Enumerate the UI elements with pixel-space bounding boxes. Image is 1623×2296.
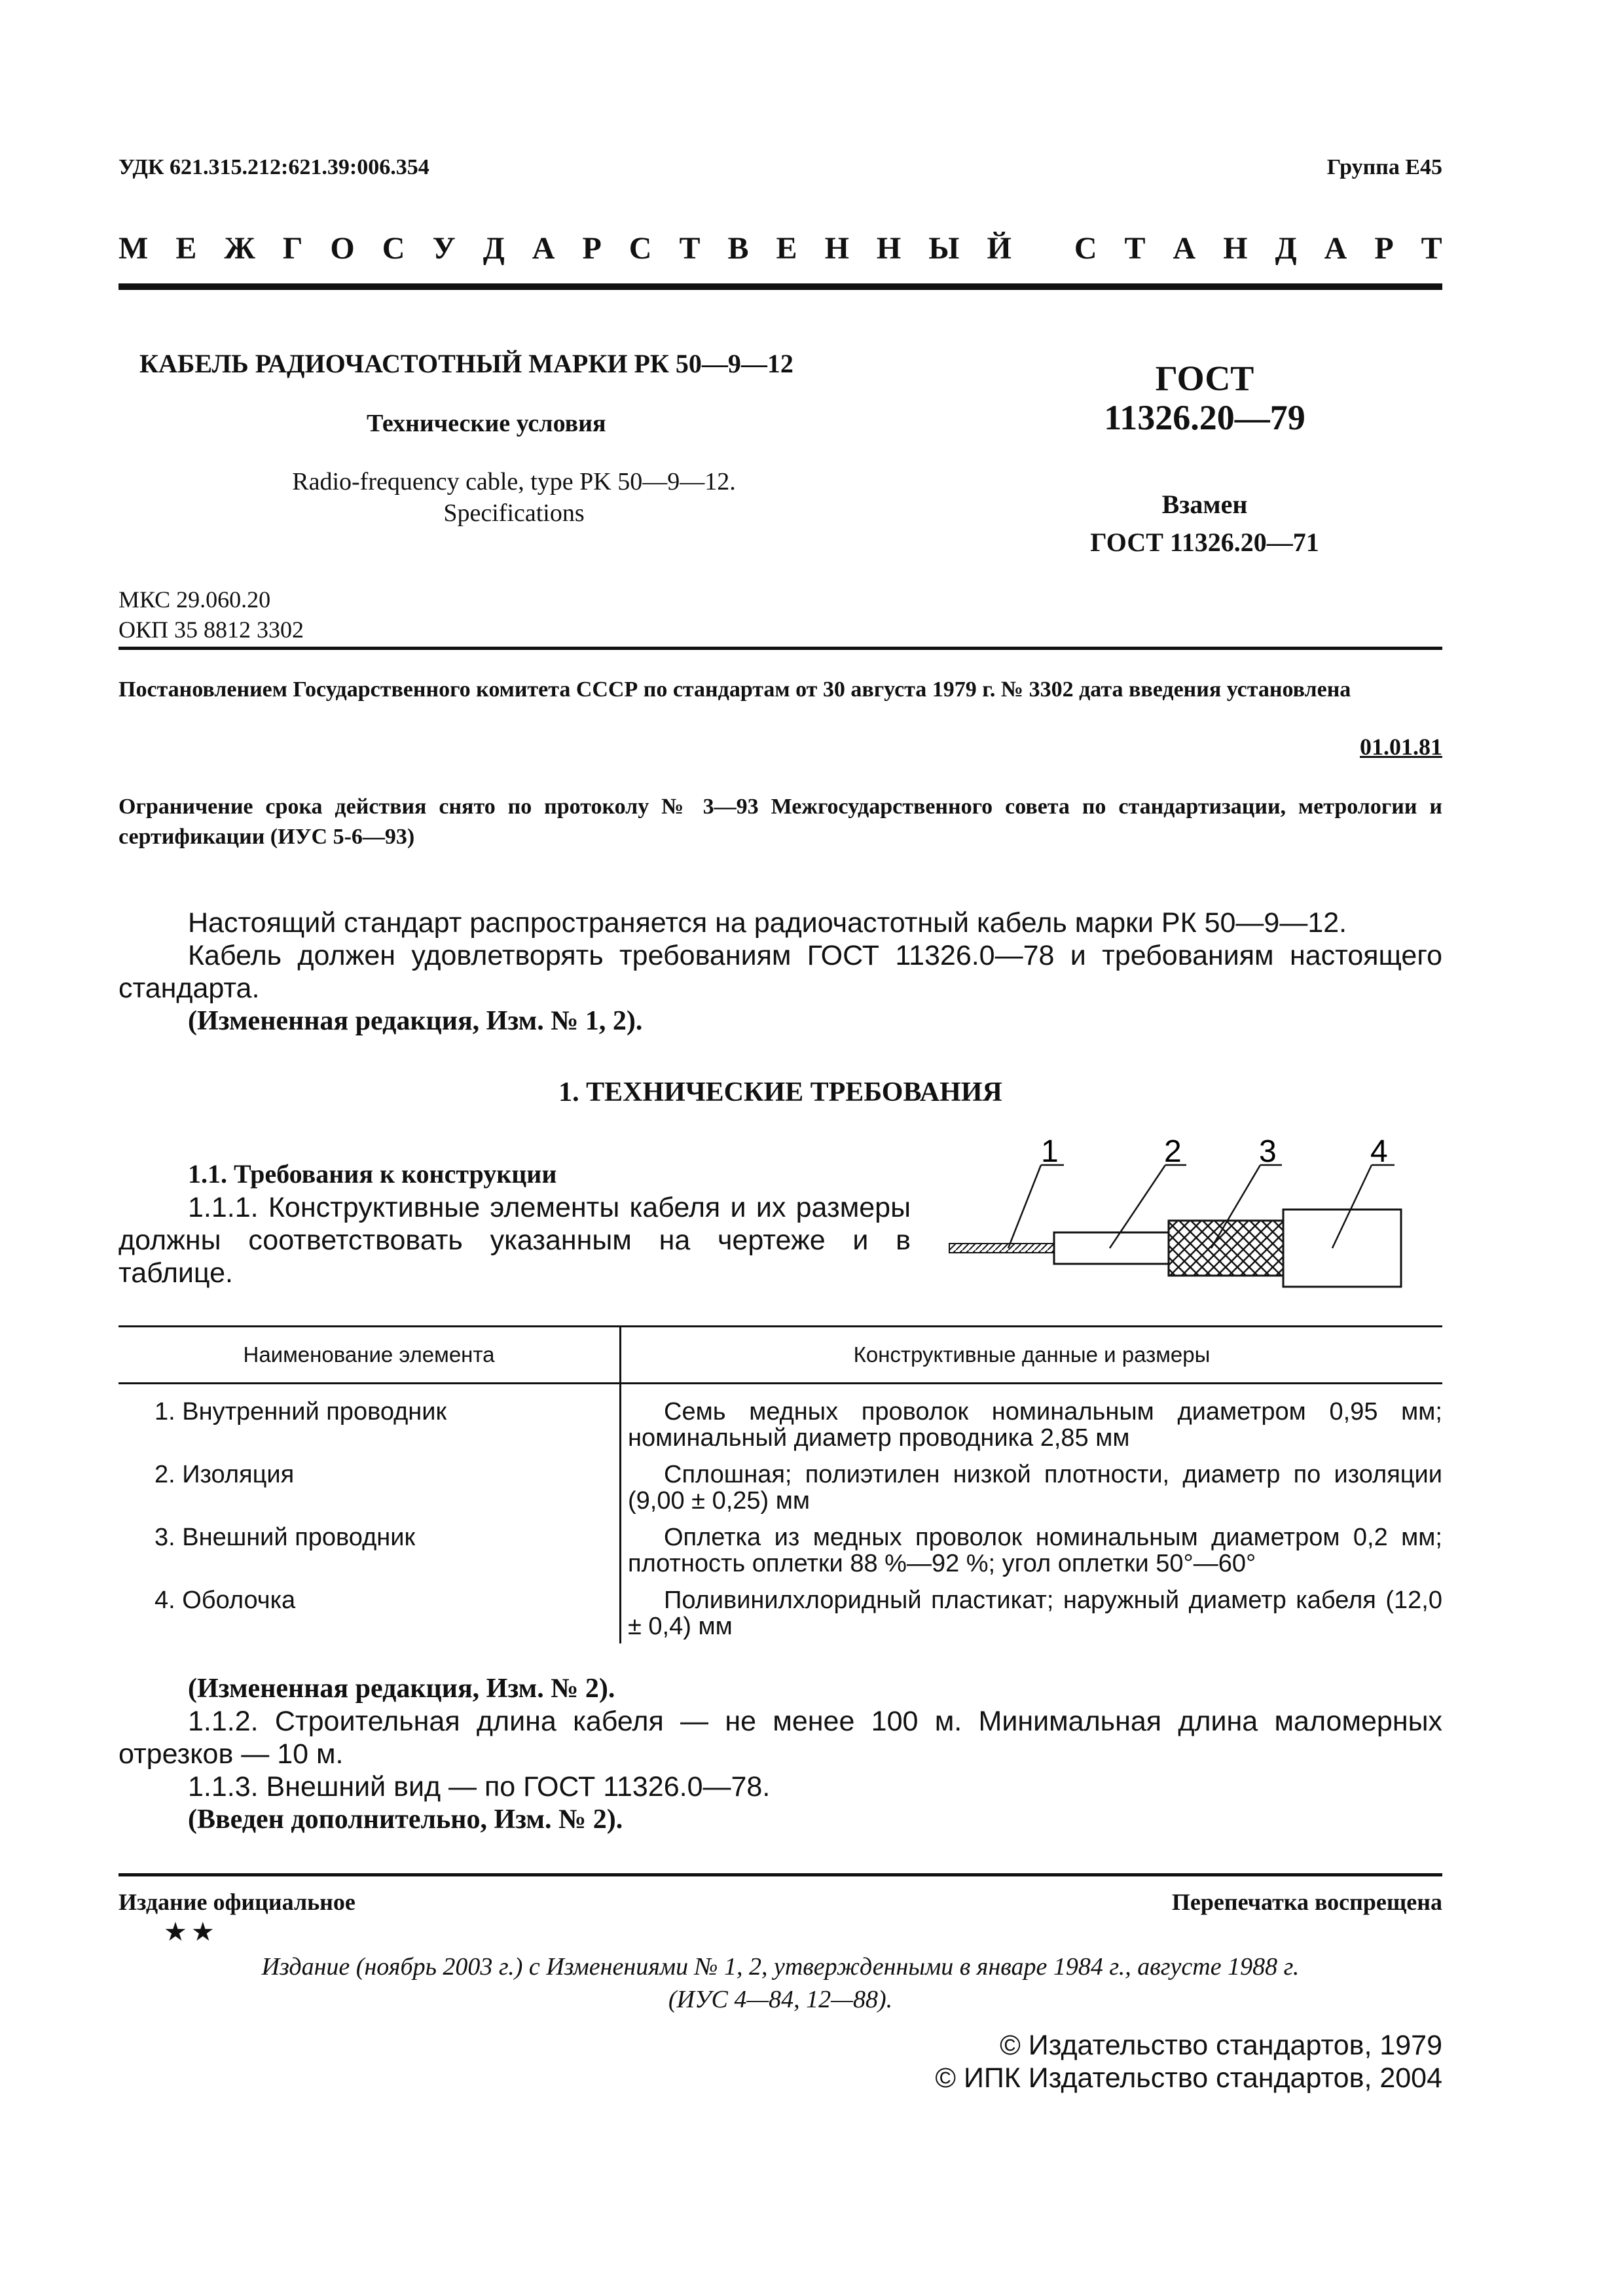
table-header-element: Наименование элемента bbox=[119, 1327, 621, 1384]
edition-note-line2: (ИУС 4—84, 12—88). bbox=[668, 1986, 893, 2013]
edition-note-line1: Издание (ноябрь 2003 г.) с Изменениями № 1, 2, утвержденными в январе 1984 г., августе 1988 г. bbox=[261, 1953, 1300, 1981]
footer-rule bbox=[119, 1873, 1442, 1876]
edition-note bbox=[119, 1950, 1442, 2016]
gost-number: 11326.20—79 bbox=[1104, 398, 1305, 437]
requirements-text: 1.1.1. Конструктивные элементы кабеля и их размеры должны соответствовать указанным на чертеже и в таблице. bbox=[119, 1192, 911, 1289]
heading-letter: Н bbox=[876, 231, 902, 266]
classification-codes bbox=[119, 584, 304, 645]
table-cell-name: 3. Внешний проводник bbox=[119, 1518, 621, 1581]
okp-code: ОКП 35 8812 3302 bbox=[119, 617, 304, 643]
heading-letter: Д bbox=[483, 231, 505, 266]
table-cell-data: Сплошная; полиэтилен низкой плотности, диаметр по изоляции (9,00 ± 0,25) мм bbox=[628, 1461, 1442, 1515]
introduction-date: 01.01.81 bbox=[1360, 734, 1442, 760]
paragraph-1-1-2: 1.1.2. Строительная длина кабеля — не менее 100 м. Минимальная длина маломерных отрезков — 10 м. bbox=[119, 1706, 1442, 1770]
table-cell-data: Семь медных проволок номинальным диаметром 0,95 мм; номинальный диаметр проводника 2,85 мм bbox=[628, 1398, 1442, 1452]
table-cell-name: 1. Внутренний проводник bbox=[119, 1384, 621, 1456]
heading-letter: А bbox=[1173, 231, 1196, 266]
heading-letter: А bbox=[1324, 231, 1347, 266]
insulation-shape bbox=[1054, 1232, 1169, 1264]
table-cell-name: 2. Изоляция bbox=[119, 1455, 621, 1518]
drawing-label-3: 3 bbox=[1259, 1134, 1277, 1169]
intro-paragraph-2: Кабель должен удовлетворять требованиям ГОСТ 11326.0—78 и требованиям настоящего стандарта. bbox=[119, 940, 1442, 1004]
table-cell-data: Оплетка из медных проволок номинальным диаметром 0,2 мм; плотность оплетки 88 %—92 %; угол оплетки 50°—60° bbox=[628, 1524, 1442, 1577]
cable-drawing bbox=[943, 1126, 1447, 1316]
reprint-prohibited-label: Перепечатка воспрещена bbox=[1171, 1889, 1442, 1915]
drawing-label-4: 4 bbox=[1370, 1134, 1388, 1169]
inner-conductor-shape bbox=[949, 1244, 1054, 1253]
heading-letter: А bbox=[532, 231, 555, 266]
requirements-heading: 1.1. Требования к конструкции bbox=[188, 1159, 557, 1189]
table-row bbox=[119, 1518, 1442, 1581]
heading-letter: Е bbox=[776, 231, 797, 266]
replaces-number: ГОСТ 11326.20—71 bbox=[1090, 528, 1319, 557]
document-title: КАБЕЛЬ РАДИОЧАСТОТНЫЙ МАРКИ РК 50—9—12 bbox=[139, 349, 793, 378]
table-row bbox=[119, 1384, 1442, 1456]
table-header-data: Конструктивные данные и размеры bbox=[621, 1327, 1443, 1384]
heading-letter: Р bbox=[582, 231, 602, 266]
heading-letter: Н bbox=[824, 231, 849, 266]
copyright-1979: © Издательство стандартов, 1979 bbox=[1000, 2030, 1442, 2061]
table-row bbox=[119, 1455, 1442, 1518]
heading-letter: Т bbox=[1421, 231, 1442, 266]
copyright-2004: © ИПК Издательство стандартов, 2004 bbox=[935, 2062, 1442, 2094]
english-title bbox=[223, 466, 805, 529]
gost-number-block bbox=[1034, 359, 1375, 437]
english-title-line2: Specifications bbox=[443, 499, 585, 527]
header-rule bbox=[119, 283, 1442, 290]
heading-letter: У bbox=[432, 231, 456, 266]
table-cell-name: 4. Оболочка bbox=[119, 1581, 621, 1643]
paragraph-1-1-3: 1.1.3. Внешний вид — по ГОСТ 11326.0—78. bbox=[188, 1771, 771, 1803]
gost-label: ГОСТ bbox=[1155, 359, 1254, 398]
replaces-block bbox=[1034, 486, 1375, 562]
drawing-label-2: 2 bbox=[1164, 1134, 1182, 1169]
heading-letter: О bbox=[330, 231, 355, 266]
section-title: 1. ТЕХНИЧЕСКИЕ ТРЕБОВАНИЯ bbox=[558, 1077, 1002, 1107]
modification-note-1: (Измененная редакция, Изм. № 2). bbox=[188, 1674, 615, 1704]
mks-code: МКС 29.060.20 bbox=[119, 586, 271, 613]
heading-letter: Т bbox=[679, 231, 701, 266]
english-title-line1: Radio-frequency cable, type PK 50—9—12. bbox=[292, 468, 736, 495]
heading-letter: С bbox=[629, 231, 652, 266]
group-code: Группа Е45 bbox=[1326, 155, 1442, 179]
replaces-label: Взамен bbox=[1161, 490, 1248, 519]
heading-letter: В bbox=[727, 231, 749, 266]
drawing-label-1: 1 bbox=[1041, 1134, 1059, 1169]
outer-conductor-shape bbox=[1169, 1221, 1283, 1276]
table-row bbox=[119, 1581, 1442, 1643]
heading-letter: Й bbox=[987, 231, 1012, 266]
interstate-standard-heading bbox=[119, 230, 1442, 266]
intro-paragraph-1: Настоящий стандарт распространяется на радиочастотный кабель марки РК 50—9—12. bbox=[188, 907, 1347, 939]
after-table-section bbox=[119, 1672, 1442, 1836]
heading-letter: М bbox=[119, 231, 149, 266]
construction-table bbox=[119, 1325, 1442, 1643]
copyright-block bbox=[935, 2029, 1442, 2094]
validity-limit-text: Ограничение срока действия снято по протоколу № 3—93 Межгосударственного совета по стандартизации, метрологии и сертификации (ИУС 5-6—93) bbox=[119, 795, 1442, 849]
official-edition-label: Издание официальное bbox=[119, 1889, 356, 1915]
heading-letter: Р bbox=[1374, 231, 1394, 266]
codes-rule bbox=[119, 647, 1442, 650]
heading-letter: Д bbox=[1275, 231, 1297, 266]
intro-section bbox=[119, 906, 1442, 1037]
heading-letter: Г bbox=[282, 231, 303, 266]
heading-letter: Ы bbox=[928, 231, 960, 266]
jacket-shape bbox=[1283, 1210, 1401, 1287]
intro-modification-note: (Измененная редакция, Изм. № 1, 2). bbox=[188, 1006, 643, 1036]
stars-mark: ★★ bbox=[164, 1917, 219, 1946]
table-cell-data: Поливинилхлоридный пластикат; наружный диаметр кабеля (12,0 ± 0,4) мм bbox=[628, 1587, 1442, 1640]
modification-note-2: (Введен дополнительно, Изм. № 2). bbox=[188, 1804, 623, 1835]
heading-letter: С bbox=[1074, 231, 1097, 266]
heading-letter: Е bbox=[175, 231, 197, 266]
heading-letter: Т bbox=[1124, 231, 1146, 266]
udk-code: УДК 621.315.212:621.39:006.354 bbox=[119, 155, 429, 179]
heading-letter: С bbox=[382, 231, 405, 266]
document-subtitle: Технические условия bbox=[367, 410, 606, 437]
heading-letter: Н bbox=[1223, 231, 1248, 266]
heading-letter: Ж bbox=[224, 231, 255, 266]
heading-letter bbox=[1039, 230, 1047, 266]
decree-text: Постановлением Государственного комитета СССР по стандартам от 30 августа 1979 г. № 3302 дата введения установлена bbox=[119, 677, 1351, 702]
